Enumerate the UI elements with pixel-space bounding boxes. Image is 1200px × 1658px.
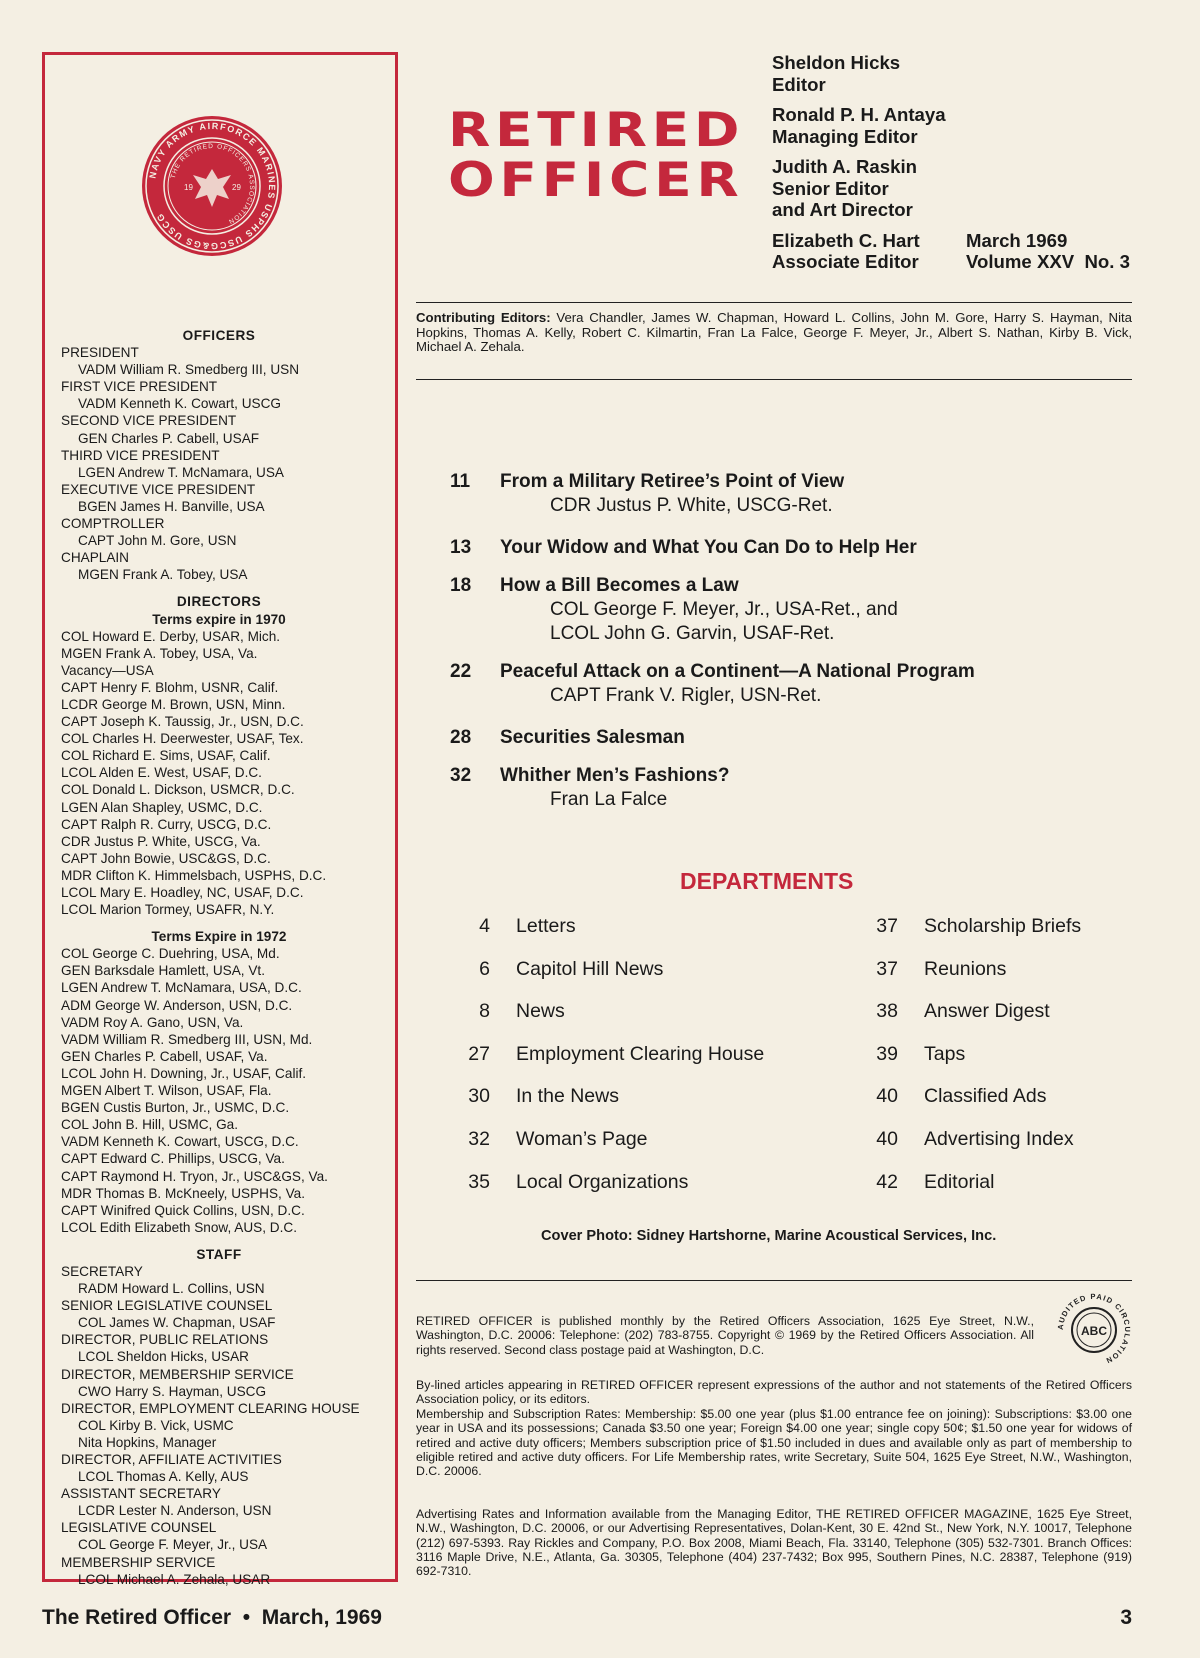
toc-entry <box>450 660 1130 708</box>
toc-page-number: 22 <box>450 661 472 682</box>
department-label: In the News <box>516 1085 619 1108</box>
senior-editor-name: Judith A. Raskin <box>772 156 917 177</box>
toc-article-author: Fran La Falce <box>550 789 668 810</box>
staff-role: DIRECTOR, PUBLIC RELATIONS <box>61 1332 269 1348</box>
divider <box>416 379 1132 380</box>
staff-name: LCOL Thomas A. Kelly, AUS <box>78 1469 249 1485</box>
officer-role: THIRD VICE PRESIDENT <box>61 447 220 463</box>
director-entry: CAPT Henry F. Blohm, USNR, Calif. <box>61 679 279 695</box>
department-page-number: 40 <box>876 1085 898 1108</box>
department-page-number: 35 <box>468 1170 490 1193</box>
director-entry: VADM Kenneth K. Cowart, USCG, D.C. <box>61 1134 299 1150</box>
department-page-number: 38 <box>876 1000 898 1023</box>
director-entry: CAPT John Bowie, USC&GS, D.C. <box>61 850 271 866</box>
staff-heading: STAFF <box>196 1246 242 1262</box>
staff-name: COL James W. Chapman, USAF <box>78 1315 276 1331</box>
department-page-number: 6 <box>479 957 490 980</box>
director-entry: CAPT Joseph K. Taussig, Jr., USN, D.C. <box>61 714 304 730</box>
directors-heading: DIRECTORS <box>176 594 262 610</box>
director-entry: LCOL Alden E. West, USAF, D.C. <box>61 765 262 781</box>
associate-editor-name: Elizabeth C. Hart <box>772 229 920 251</box>
senior-editor-title: Senior Editor <box>772 177 889 199</box>
staff-name: LCOL Michael A. Zehala, USAR <box>78 1571 271 1587</box>
staff-role: DIRECTOR, EMPLOYMENT CLEARING HOUSE <box>61 1400 360 1416</box>
director-entry: CAPT Raymond H. Tryon, Jr., USC&GS, Va. <box>61 1168 328 1184</box>
director-entry: VADM William R. Smedberg III, USN, Md. <box>61 1031 313 1047</box>
director-entry: COL Charles H. Deerwester, USAF, Tex. <box>61 731 304 747</box>
department-entry <box>450 957 764 1000</box>
director-entry: COL Howard E. Derby, USAR, Mich. <box>61 628 281 644</box>
toc-page-number: 11 <box>450 471 471 492</box>
department-entry <box>858 999 1081 1042</box>
director-entry: CAPT Ralph R. Curry, USCG, D.C. <box>61 816 272 832</box>
department-page-number: 37 <box>876 915 898 937</box>
seal-outer-text: NAVY ARMY AIRFORCE MARINES USPHS USCG&GS USCG <box>147 120 278 252</box>
page-number: 3 <box>1120 1606 1132 1629</box>
directors-1970-list <box>61 628 377 919</box>
department-page-number: 37 <box>876 957 898 980</box>
staff-name: Nita Hopkins, Manager <box>78 1434 217 1450</box>
departments-left-column <box>450 914 764 1212</box>
toc-page-number: 18 <box>450 575 472 596</box>
department-entry <box>450 1042 764 1085</box>
editor-title: Editor <box>772 73 826 95</box>
staff-role: SECRETARY <box>61 1263 143 1279</box>
director-entry: CAPT Winifred Quick Collins, USN, D.C. <box>61 1202 305 1218</box>
staff-name: LCDR Lester N. Anderson, USN <box>78 1503 272 1519</box>
director-entry: MGEN Frank A. Tobey, USA, Va. <box>61 645 258 661</box>
seal-year-right: 29 <box>232 183 241 192</box>
toc-article-title: From a Military Retiree’s Point of View <box>500 471 845 492</box>
toc-entry <box>450 726 1130 750</box>
officer-name: VADM Kenneth K. Cowart, USCG <box>78 396 281 412</box>
officer-role: CHAPLAIN <box>61 550 129 566</box>
department-page-number: 8 <box>479 1000 490 1023</box>
department-entry <box>450 1170 764 1213</box>
department-label: Answer Digest <box>924 1000 1050 1023</box>
staff-name: RADM Howard L. Collins, USN <box>78 1281 265 1297</box>
toc-entry <box>450 764 1130 812</box>
department-label: Woman’s Page <box>516 1127 648 1150</box>
department-entry <box>858 914 1081 957</box>
staff-role: SENIOR LEGISLATIVE COUNSEL <box>61 1298 273 1314</box>
director-entry: CDR Justus P. White, USCG, Va. <box>61 833 261 849</box>
toc-entry <box>450 574 1130 646</box>
department-label: Editorial <box>924 1170 995 1193</box>
department-entry <box>858 1042 1081 1085</box>
department-label: Taps <box>924 1042 966 1065</box>
staff-role: LEGISLATIVE COUNSEL <box>61 1520 217 1536</box>
toc-article-title: Peaceful Attack on a Continent—A National Program <box>500 661 975 682</box>
officer-name: CAPT John M. Gore, USN <box>78 533 237 549</box>
divider <box>416 1280 1132 1281</box>
abc-center-text: ABC <box>1081 1324 1107 1338</box>
toc-entry-body <box>500 764 1130 812</box>
director-entry: GEN Charles P. Cabell, USAF, Va. <box>61 1048 268 1064</box>
cover-photo-credit: Cover Photo: Sidney Hartshorne, Marine Acoustical Services, Inc. <box>541 1228 997 1244</box>
magazine-logo <box>448 103 745 208</box>
officer-role: PRESIDENT <box>61 345 139 361</box>
department-page-number: 27 <box>468 1042 490 1065</box>
toc-article-author: CDR Justus P. White, USCG-Ret. <box>550 495 833 516</box>
director-entry: COL Donald L. Dickson, USMCR, D.C. <box>61 782 295 798</box>
staff-name: COL George F. Meyer, Jr., USA <box>78 1537 268 1553</box>
department-label: Classified Ads <box>924 1085 1047 1108</box>
associate-editor-title: Associate Editor <box>772 251 919 272</box>
toc-page-number: 28 <box>450 727 472 748</box>
terms-1972-heading: Terms Expire in 1972 <box>151 929 287 945</box>
toc-entry-body <box>500 660 1130 708</box>
director-entry: Vacancy—USA <box>61 662 154 678</box>
table-of-contents <box>450 470 1130 812</box>
toc-article-author: CAPT Frank V. Rigler, USN-Ret. <box>550 685 822 706</box>
staff-name: COL Kirby B. Vick, USMC <box>78 1417 234 1433</box>
advertising-info: Advertising Rates and Information available from the Managing Editor, THE RETIRED OFFICER MAGAZINE, 1625 Eye Street, N.W., Washington, D.C. 20006, or our Advertising Representatives, Dolan-Kent, 30 E. 42nd St., New York, N.Y. 10017, Telephone (212) 697-5393. Ray Rickles and Company, P.O. Box 2008, Miami Beach, Fla. 33140, Telephone (305) 532-7301. Branch Offices: 3116 Maple Drive, N.E., Atlanta, Ga. 30305, Telephone (404) 237-7432; Box 995, Southern Pines, N.C. 28387, Telephone (919) 692-7310. <box>416 1507 1132 1579</box>
contributing-editors <box>416 311 1132 355</box>
department-entry <box>858 1170 1081 1213</box>
department-label: Capitol Hill News <box>516 957 664 980</box>
toc-entry <box>450 536 1130 560</box>
toc-article-author: LCOL John G. Garvin, USAF-Ret. <box>550 623 835 644</box>
membership-rates: Membership and Subscription Rates: Membership: $5.00 one year (plus $1.00 entrance fee on joining): Subscriptions: $3.00 one year in USA and its possessions; Canada $3.50 one year; Foreign $4.00 one year; single copy 50¢; $1.50 one year for widows of retired and active duty officers; Members subscription price of $1.50 included in dues and available only as part of membership to eligible retired and active duty officers. For Life Membership rates, write Secretary, Suite 504, 1625 Eye Street, N.W., Washington, D.C. 20006. <box>416 1407 1132 1479</box>
director-entry: BGEN Custis Burton, Jr., USMC, D.C. <box>61 1100 290 1116</box>
staff-role: DIRECTOR, MEMBERSHIP SERVICE <box>61 1366 294 1382</box>
department-entry <box>450 914 764 957</box>
logo-line-1: RETIRED <box>448 103 745 158</box>
divider <box>416 302 1132 303</box>
department-page-number: 4 <box>479 915 490 937</box>
director-entry: LCOL Edith Elizabeth Snow, AUS, D.C. <box>61 1219 297 1235</box>
toc-entry-body <box>500 536 1130 560</box>
issue-date: March 1969 <box>966 229 1068 251</box>
toc-article-title: Securities Salesman <box>500 727 685 748</box>
staff-role: MEMBERSHIP SERVICE <box>61 1554 216 1570</box>
department-page-number: 42 <box>876 1170 898 1193</box>
department-entry <box>450 999 764 1042</box>
staff-role: DIRECTOR, AFFILIATE ACTIVITIES <box>61 1452 282 1467</box>
toc-entry-body <box>500 726 1130 750</box>
officers-list <box>61 344 377 583</box>
toc-entry-body <box>500 574 1130 646</box>
director-entry: COL George C. Duehring, USA, Md. <box>61 946 280 962</box>
senior-editor-title-2: and Art Director <box>772 199 913 220</box>
toc-entry <box>450 470 1130 518</box>
staff-name: CWO Harry S. Hayman, USCG <box>78 1383 267 1399</box>
department-page-number: 32 <box>468 1127 490 1150</box>
managing-editor-name: Ronald P. H. Antaya <box>772 104 946 125</box>
issue-volume: Volume XXV No. 3 <box>966 251 1130 272</box>
officer-role: FIRST VICE PRESIDENT <box>61 379 218 395</box>
director-entry: GEN Barksdale Hamlett, USA, Vt. <box>61 963 265 979</box>
director-entry: MDR Thomas B. McKneely, USPHS, Va. <box>61 1185 306 1201</box>
footer-title: The Retired Officer • March, 1969 <box>42 1606 382 1629</box>
directors-1972-list <box>61 945 377 1236</box>
seal-year-left: 19 <box>184 183 193 192</box>
department-entry <box>858 1127 1081 1170</box>
abc-audit-badge-icon <box>1054 1290 1134 1370</box>
staff-name: LCOL Sheldon Hicks, USAR <box>78 1349 249 1365</box>
publication-notice: RETIRED OFFICER is published monthly by the Retired Officers Association, 1625 Eye Street, N.W., Washington, D.C. 20006: Telephone: (202) 783-8755. Copyright © 1969 by the Retired Officers Association. All rights reserved. Second class postage paid at Washington, D.C. <box>416 1314 1034 1357</box>
officer-role: COMPTROLLER <box>61 516 165 532</box>
officer-role: SECOND VICE PRESIDENT <box>61 413 237 429</box>
department-label: Employment Clearing House <box>516 1042 765 1065</box>
director-entry: LCOL Marion Tormey, USAFR, N.Y. <box>61 902 275 918</box>
officer-name: MGEN Frank A. Tobey, USA <box>78 567 248 583</box>
director-entry: LGEN Alan Shapley, USMC, D.C. <box>61 799 263 815</box>
officer-role: EXECUTIVE VICE PRESIDENT <box>61 481 256 497</box>
toc-article-title: Your Widow and What You Can Do to Help Her <box>500 537 917 558</box>
editor-name: Sheldon Hicks <box>772 52 901 73</box>
director-entry: ADM George W. Anderson, USN, D.C. <box>61 997 293 1013</box>
toc-article-author: COL George F. Meyer, Jr., USA-Ret., and <box>550 599 898 620</box>
department-page-number: 30 <box>468 1085 490 1108</box>
officers-heading: OFFICERS <box>182 328 256 343</box>
departments-heading: DEPARTMENTS <box>680 868 854 894</box>
director-entry: LGEN Andrew T. McNamara, USA, D.C. <box>61 980 302 996</box>
officer-name: VADM William R. Smedberg III, USN <box>78 362 300 378</box>
association-seal-icon <box>139 113 285 259</box>
bylined-notice: By-lined articles appearing in RETIRED OFFICER represent expressions of the author and not statements of the Retired Officers Association policy, or its editors. <box>416 1378 1132 1407</box>
department-label: News <box>516 1000 565 1023</box>
department-label: Local Organizations <box>516 1170 689 1193</box>
logo-line-2: OFFICER <box>448 153 744 208</box>
toc-article-title: Whither Men’s Fashions? <box>500 765 730 786</box>
toc-article-title: How a Bill Becomes a Law <box>500 575 739 596</box>
department-entry <box>450 1084 764 1127</box>
abc-ring-text: AUDITED PAID CIRCULATION <box>1055 1291 1133 1366</box>
director-entry: LCDR George M. Brown, USN, Minn. <box>61 696 286 712</box>
director-entry: LCOL Mary E. Hoadley, NC, USAF, D.C. <box>61 885 304 900</box>
department-label: Reunions <box>924 957 1007 980</box>
staff-list <box>61 1263 377 1588</box>
toc-page-number: 13 <box>450 537 472 558</box>
director-entry: COL John B. Hill, USMC, Ga. <box>61 1117 239 1133</box>
contributing-names: Vera Chandler, James W. Chapman, Howard L. Collins, John M. Gore, Harry S. Hayman, Nita Hopkins, Thomas A. Kelly, Robert C. Kilmartin, Fran La Falce, George F. Meyer, Jr., Albert S. Nathan, Kirby B. Vick, Michael A. Zehala. <box>416 310 1132 355</box>
director-entry: COL Richard E. Sims, USAF, Calif. <box>61 748 271 764</box>
department-page-number: 40 <box>876 1127 898 1150</box>
staff-role: ASSISTANT SECRETARY <box>61 1486 221 1502</box>
department-entry <box>450 1127 764 1170</box>
department-label: Advertising Index <box>924 1127 1074 1150</box>
department-label: Letters <box>516 915 576 937</box>
departments-right-column <box>858 914 1081 1212</box>
seal-inner-text: THE RETIRED OFFICERS ASSOCIATION <box>169 142 256 226</box>
director-entry: VADM Roy A. Gano, USN, Va. <box>61 1014 244 1030</box>
toc-page-number: 32 <box>450 765 472 786</box>
sidebar-roster <box>42 52 398 1587</box>
managing-editor-title: Managing Editor <box>772 125 918 147</box>
director-entry: MGEN Albert T. Wilson, USAF, Fla. <box>61 1083 272 1099</box>
officer-name: LGEN Andrew T. McNamara, USA <box>78 464 284 480</box>
department-entry <box>858 957 1081 1000</box>
director-entry: CAPT Edward C. Phillips, USCG, Va. <box>61 1151 285 1167</box>
director-entry: MDR Clifton K. Himmelsbach, USPHS, D.C. <box>61 867 327 883</box>
department-label: Scholarship Briefs <box>924 915 1082 937</box>
director-entry: LCOL John H. Downing, Jr., USAF, Calif. <box>61 1065 307 1081</box>
masthead <box>772 52 1132 273</box>
terms-1970-heading: Terms expire in 1970 <box>152 611 286 627</box>
department-page-number: 39 <box>876 1042 898 1065</box>
department-entry <box>858 1084 1081 1127</box>
officer-name: BGEN James H. Banville, USA <box>78 498 265 514</box>
officer-name: GEN Charles P. Cabell, USAF <box>78 430 260 446</box>
contributing-label: Contributing Editors: <box>416 310 551 325</box>
toc-entry-body <box>500 470 1130 518</box>
